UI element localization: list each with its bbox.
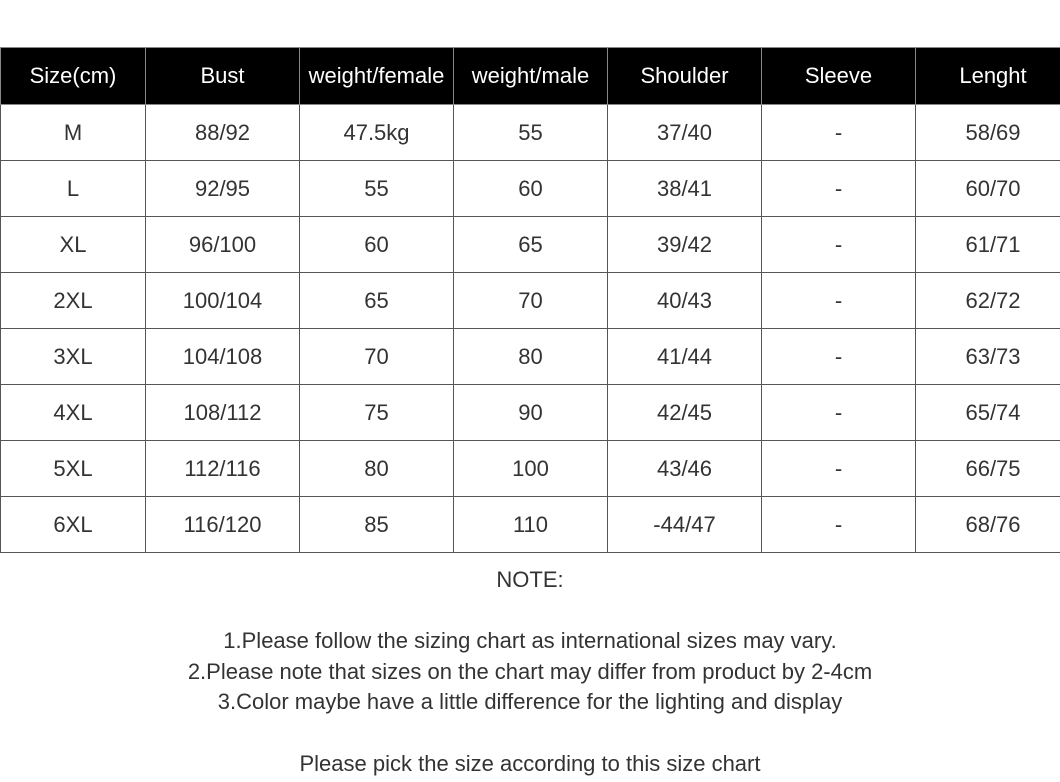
cell-shoulder: 41/44 — [608, 329, 762, 385]
cell-shoulder: -44/47 — [608, 497, 762, 553]
note-line-1: 1.Please follow the sizing chart as international sizes may vary. — [223, 628, 837, 653]
cell-weight-female: 60 — [300, 217, 454, 273]
cell-weight-male: 90 — [454, 385, 608, 441]
cell-size: 5XL — [1, 441, 146, 497]
cell-shoulder: 38/41 — [608, 161, 762, 217]
cell-length: 65/74 — [916, 385, 1060, 441]
cell-size: 2XL — [1, 273, 146, 329]
table-row — [1, 273, 1060, 329]
note-title: NOTE: — [496, 567, 564, 592]
cell-sleeve: - — [762, 105, 916, 161]
table-row — [1, 441, 1060, 497]
cell-bust: 88/92 — [146, 105, 300, 161]
table-row — [1, 105, 1060, 161]
header-size: Size(cm) — [1, 48, 146, 105]
cell-weight-female: 47.5kg — [300, 105, 454, 161]
cell-size: L — [1, 161, 146, 217]
cell-length: 66/75 — [916, 441, 1060, 497]
cell-sleeve: - — [762, 385, 916, 441]
header-shoulder: Shoulder — [608, 48, 762, 105]
cell-sleeve: - — [762, 217, 916, 273]
cell-bust: 116/120 — [146, 497, 300, 553]
table-row — [1, 385, 1060, 441]
cell-weight-male: 110 — [454, 497, 608, 553]
cell-weight-male: 55 — [454, 105, 608, 161]
cell-size: 3XL — [1, 329, 146, 385]
cell-weight-female: 85 — [300, 497, 454, 553]
cell-weight-female: 55 — [300, 161, 454, 217]
cell-sleeve: - — [762, 497, 916, 553]
cell-shoulder: 42/45 — [608, 385, 762, 441]
cell-bust: 96/100 — [146, 217, 300, 273]
header-weight-male: weight/male — [454, 48, 608, 105]
cell-bust: 100/104 — [146, 273, 300, 329]
cell-weight-female: 70 — [300, 329, 454, 385]
header-weight-female: weight/female — [300, 48, 454, 105]
header-length: Lenght — [916, 48, 1060, 105]
header-sleeve: Sleeve — [762, 48, 916, 105]
cell-shoulder: 39/42 — [608, 217, 762, 273]
header-bust: Bust — [146, 48, 300, 105]
size-table — [0, 47, 1060, 553]
cell-weight-male: 60 — [454, 161, 608, 217]
cell-weight-male: 80 — [454, 329, 608, 385]
cell-weight-female: 75 — [300, 385, 454, 441]
cell-bust: 112/116 — [146, 441, 300, 497]
cell-sleeve: - — [762, 329, 916, 385]
note-line-2: 2.Please note that sizes on the chart may differ from product by 2-4cm — [187, 659, 873, 684]
cell-shoulder: 40/43 — [608, 273, 762, 329]
table-row — [1, 217, 1060, 273]
cell-weight-male: 70 — [454, 273, 608, 329]
cell-length: 60/70 — [916, 161, 1060, 217]
cell-size: 4XL — [1, 385, 146, 441]
cell-size: XL — [1, 217, 146, 273]
cell-length: 62/72 — [916, 273, 1060, 329]
cell-shoulder: 43/46 — [608, 441, 762, 497]
cell-weight-female: 65 — [300, 273, 454, 329]
cell-sleeve: - — [762, 161, 916, 217]
cell-size: M — [1, 105, 146, 161]
table-row — [1, 161, 1060, 217]
cell-weight-male: 100 — [454, 441, 608, 497]
cell-sleeve: - — [762, 441, 916, 497]
cell-length: 68/76 — [916, 497, 1060, 553]
cell-sleeve: - — [762, 273, 916, 329]
note-line-3: 3.Color maybe have a little difference for the lighting and display — [217, 689, 843, 714]
cell-length: 58/69 — [916, 105, 1060, 161]
cell-bust: 108/112 — [146, 385, 300, 441]
cell-length: 61/71 — [916, 217, 1060, 273]
cell-weight-male: 65 — [454, 217, 608, 273]
cell-bust: 104/108 — [146, 329, 300, 385]
note-footer: Please pick the size according to this size chart — [299, 751, 761, 776]
cell-bust: 92/95 — [146, 161, 300, 217]
table-header-row — [1, 48, 1060, 105]
cell-length: 63/73 — [916, 329, 1060, 385]
table-row — [1, 329, 1060, 385]
cell-size: 6XL — [1, 497, 146, 553]
cell-weight-female: 80 — [300, 441, 454, 497]
table-row — [1, 497, 1060, 553]
cell-shoulder: 37/40 — [608, 105, 762, 161]
